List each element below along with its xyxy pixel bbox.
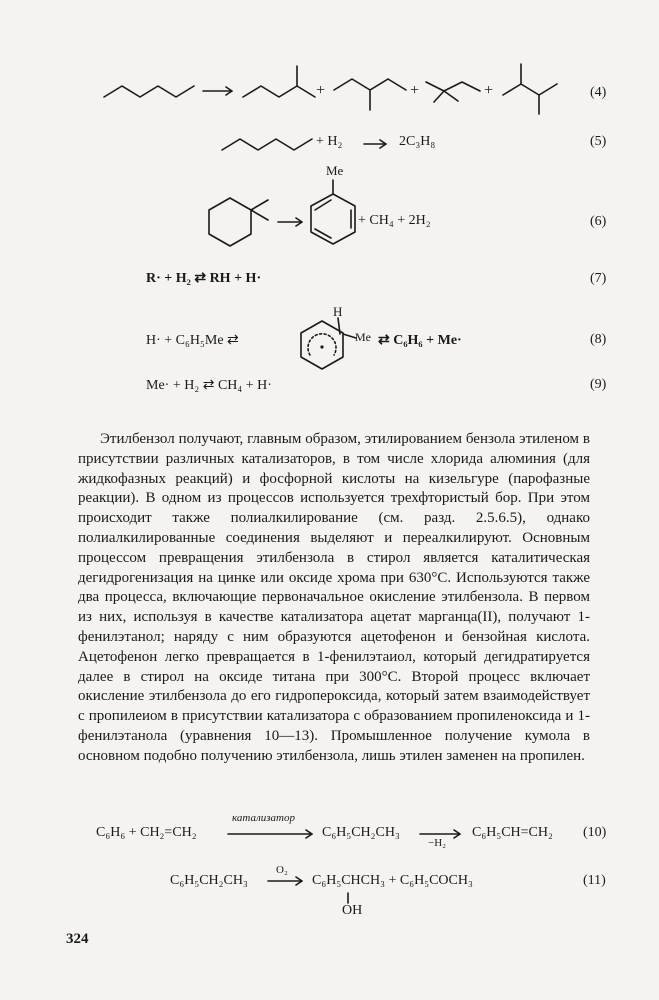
eq7-text: R· + H₂ ⇄ RH + H· xyxy=(146,271,262,286)
eq9-number: (9) xyxy=(590,377,607,392)
eq5-product: 2C₃H₈ xyxy=(399,134,436,149)
eq9-text: Me· + H₂ ⇄ CH₄ + H· xyxy=(146,378,272,393)
eq8-left: H· + C₆H₅Me ⇄ xyxy=(146,333,239,348)
eq8-me-label: Me xyxy=(355,330,371,344)
eq5-number: (5) xyxy=(590,134,607,149)
eq10-arrow2-label: −H₂ xyxy=(428,837,446,849)
eq11-right: C₆H₅CHCH₃ + C₆H₅COCH₃ xyxy=(312,873,473,888)
eq5-reagent: + H₂ xyxy=(316,134,343,149)
eq6-me-label: Me xyxy=(326,163,344,178)
eq11-number: (11) xyxy=(583,873,606,888)
eq7-number: (7) xyxy=(590,271,607,286)
eq6-rhs: + CH₄ + 2H₂ xyxy=(358,213,431,228)
eq10-arrow-label: катализатор xyxy=(232,812,295,824)
eq6-number: (6) xyxy=(590,214,607,229)
eq8-right: ⇄ C₆H₆ + Me· xyxy=(378,333,462,348)
eq4-plus-2: + xyxy=(410,82,420,99)
eq11-oh: OH xyxy=(342,903,363,918)
eq8-number: (8) xyxy=(590,332,607,347)
eq10-number: (10) xyxy=(583,825,607,840)
eq10-right: C₆H₅CH=CH₂ xyxy=(472,825,553,840)
eq4-plus-1: + xyxy=(316,82,326,99)
eq11-left: C₆H₅CH₂CH₃ xyxy=(170,873,248,888)
eq8-h-label: H xyxy=(333,304,343,319)
eq4-number: (4) xyxy=(590,85,607,100)
eq10-middle: C₆H₅CH₂CH₃ xyxy=(322,825,400,840)
paragraph-text: Этилбензол получают, главным образом, этилированием бензола этиленом в присутствии различных катализаторов, в том числе хлорида алюминия (для жидкофазных реакций) и фосфорной кислоты на кизельгуре (парофазные реакции). В одном из процессов используется трехфтористый бор. При этом происходит также полиалкилирование (см. разд. 2.5.6.5), однако полиалкилированные соединения выделяют и переалкилируют. Основным процессом превращения этилбензола в стирол является каталитическая дегидрогенизация на цинке или оксиде хрома при 630°C. Используются также два процесса, включающие первоначальное окисление этилбензола. В первом из них, используя в качестве катализатора ацетат марганца(II), получают 1-фенилэтанол; наряду с ним образуются ацетофенон и бензойная кислота. Ацетофенон легко превращается в 1-фенилэтаиол, который дегидратируется далее в стирол на оксиде титана при 300°C. Второй процесс включает окисление этилбензола до его гидропероксида, который затем взаимодействует с пропилеиом в присутствии катализатора с образованием пропиленоксида и 1-фенилэтанола (уравнения 10—13). Промышленное получение кумола в основном подобно получению этилбензола, лишь этилен заменен на пропилен. xyxy=(78,431,590,764)
eq4-plus-3: + xyxy=(484,82,494,99)
eq10-left: C₆H₆ + CH₂=CH₂ xyxy=(96,825,197,840)
eq11-arrow-label: O₂ xyxy=(276,864,288,876)
page-number: 324 xyxy=(66,931,89,947)
